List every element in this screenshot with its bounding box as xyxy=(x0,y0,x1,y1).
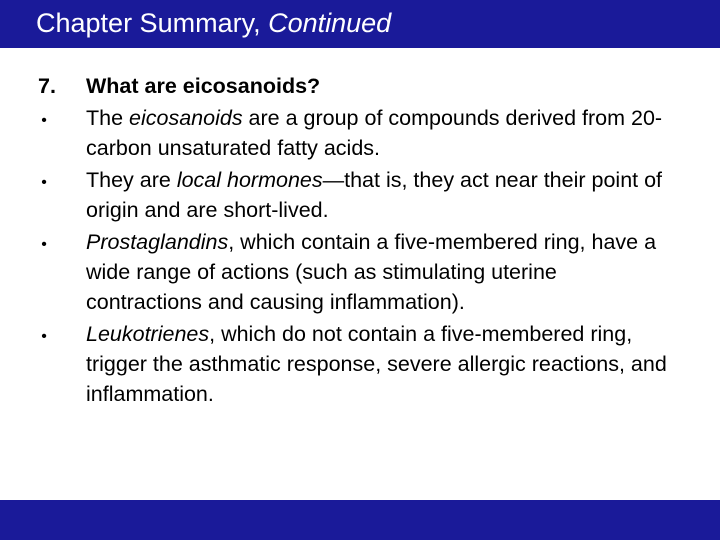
bullet-icon: • xyxy=(41,174,47,191)
bullet-item xyxy=(38,103,678,163)
bullet-item xyxy=(38,319,678,409)
bullet-text: They are local hormones—that is, they act near their point of origin and are short-lived. xyxy=(86,168,663,222)
bullet-icon: • xyxy=(41,328,47,345)
slide-title xyxy=(36,7,391,39)
bullet-text: Leukotrienes, which do not contain a five-membered ring, trigger the asthmatic response, severe allergic reactions, and inflammation. xyxy=(86,322,667,406)
bullet-text: Prostaglandins, which contain a five-membered ring, have a wide range of actions (such as stimulating uterine contractions and causing inflammation). xyxy=(86,230,657,314)
bullet-term: Leukotrienes xyxy=(86,322,210,346)
question xyxy=(38,71,678,101)
bullet-term: eicosanoids xyxy=(129,106,243,130)
question-number: 7. xyxy=(38,74,56,98)
title-main: Chapter Summary, xyxy=(36,8,269,38)
footer-bar xyxy=(0,500,720,540)
question-text: What are eicosanoids? xyxy=(86,74,321,98)
title-italic: Continued xyxy=(268,8,392,38)
bullet-icon: • xyxy=(41,236,47,253)
bullet-term: Prostaglandins xyxy=(86,230,229,254)
slide-content xyxy=(38,71,678,409)
bullet-item xyxy=(38,165,678,225)
title-bar xyxy=(0,0,720,48)
bullet-icon: • xyxy=(41,112,47,129)
bullet-text: The eicosanoids are a group of compounds derived from 20-carbon unsaturated fatty acids. xyxy=(86,106,663,160)
bullet-term: local hormones xyxy=(176,168,323,192)
bullet-item xyxy=(38,227,678,317)
